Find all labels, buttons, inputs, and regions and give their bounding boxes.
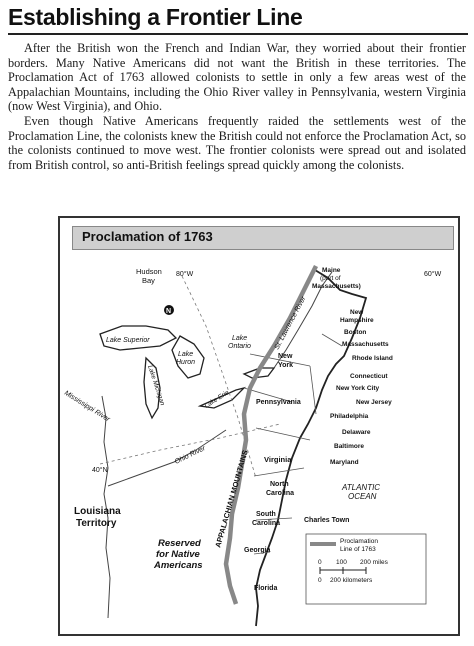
label-florida: Florida — [254, 585, 278, 592]
label-south-carolina-2: Carolina — [252, 520, 281, 527]
map-frame — [58, 216, 460, 636]
legend-scale-0b: 0 — [318, 577, 322, 584]
label-north-carolina-1: North — [270, 481, 289, 488]
label-appalachian: APPALACHIAN MOUNTAINS — [213, 449, 250, 549]
label-lon-80: 80°W — [176, 271, 194, 278]
body-text — [8, 41, 466, 172]
label-louisiana-2: Territory — [76, 518, 117, 529]
proclamation-map — [60, 218, 458, 634]
label-new-york-2: York — [278, 362, 294, 369]
label-new-jersey: New Jersey — [356, 399, 392, 406]
label-lake-huron-1: Lake — [178, 351, 194, 358]
legend-line-label-2: Line of 1763 — [340, 546, 376, 553]
label-connecticut: Connecticut — [350, 373, 388, 380]
label-new-hampshire-1: New — [350, 309, 364, 316]
label-lake-huron-2: Huron — [176, 359, 196, 366]
label-pennsylvania: Pennsylvania — [256, 399, 301, 406]
label-lake-superior: Lake Superior — [106, 337, 150, 344]
label-north-carolina-2: Carolina — [266, 490, 295, 497]
label-hudson-bay-2: Bay — [142, 276, 155, 285]
label-lake-erie: Lake Erie — [203, 389, 231, 410]
label-delaware: Delaware — [342, 429, 371, 436]
label-reserved-3: Americans — [154, 560, 203, 571]
label-georgia: Georgia — [244, 547, 271, 554]
label-charles-town: Charles Town — [304, 517, 350, 524]
legend-scale-200-miles: 200 miles — [360, 559, 388, 566]
map-legend — [306, 534, 426, 604]
label-philadelphia: Philadelphia — [330, 413, 369, 420]
label-lake-ontario-1: Lake — [232, 335, 248, 342]
label-ohio-river: Ohio River — [173, 445, 207, 466]
map-title: Proclamation of 1763 — [82, 229, 213, 244]
label-lat-40: 40°N — [92, 467, 108, 474]
label-mississippi: Mississippi River — [62, 389, 111, 424]
label-reserved-2: for Native — [156, 549, 200, 560]
label-new-york-1: New — [278, 353, 293, 360]
legend-scale-0a: 0 — [318, 559, 322, 566]
label-louisiana-1: Louisiana — [74, 506, 121, 517]
label-maryland: Maryland — [330, 459, 359, 466]
title-bar — [8, 4, 468, 35]
label-maine-2: (part of — [320, 275, 341, 282]
label-new-hampshire-2: Hampshire — [340, 317, 374, 324]
legend-scale-100: 100 — [336, 559, 347, 566]
label-st-lawrence: St. Lawrence River — [273, 295, 308, 351]
label-rhode-island: Rhode Island — [352, 355, 393, 362]
legend-line-label-1: Proclamation — [340, 538, 378, 545]
label-atlantic-1: ATLANTIC — [342, 483, 381, 492]
paragraph-1: After the British won the French and Indian War, they worried about their frontier borders. Many Native Americans did not want the British in these territories. The Proclamation Act of 1763 allowed colonists to settle in only a few areas west of the Appalachian Mountains, including the Ohio River valley in Pennsylvania, western Virginia (now West Virginia), and Ohio. — [8, 41, 466, 114]
label-lake-ontario-2: Ontario — [228, 343, 251, 350]
legend-scale-200-km: 200 kilometers — [330, 577, 373, 584]
label-boston: Boston — [344, 329, 367, 336]
label-south-carolina-1: South — [256, 511, 276, 518]
label-atlantic-2: OCEAN — [348, 492, 377, 501]
label-maine-1: Maine — [322, 267, 341, 274]
label-lon-60: 60°W — [424, 271, 442, 278]
label-virginia: Virginia — [264, 455, 292, 464]
label-hudson-bay-1: Hudson — [136, 267, 162, 276]
label-lake-michigan: Lake Michigan — [146, 364, 166, 407]
north-arrow-letter: N — [166, 308, 172, 315]
page-title: Establishing a Frontier Line — [8, 4, 303, 30]
label-reserved-1: Reserved — [158, 538, 201, 549]
paragraph-2: Even though Native Americans frequently raided the settlements west of the Proclamation Line, the colonists knew the British could not enforce the Proclamation Act, so the colonists continued to move west. The frontier colonists were spread out and isolated from British control, so anti-British feelings spread quickly among the colonists. — [8, 113, 466, 172]
label-new-york-city: New York City — [336, 385, 380, 392]
label-baltimore: Baltimore — [334, 443, 364, 450]
label-maine-3: Massachusetts) — [312, 283, 361, 290]
label-massachusetts: Massachusetts — [342, 341, 389, 348]
